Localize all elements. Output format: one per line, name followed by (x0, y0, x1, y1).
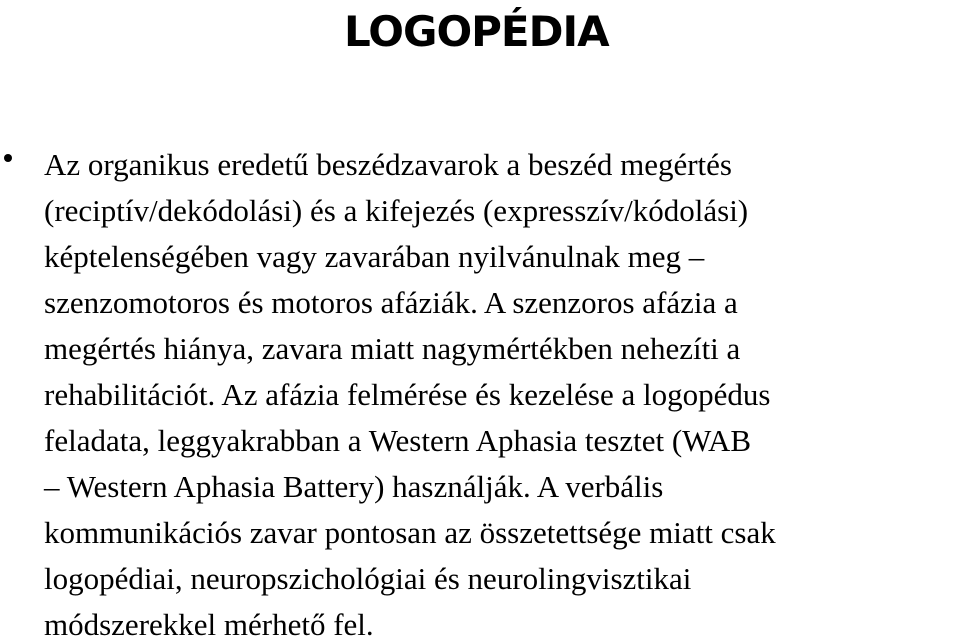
bullet-dot-icon (4, 154, 12, 162)
bullet-line: logopédiai, neuropszichológiai és neurolingvisztikai (44, 561, 692, 596)
bullet-line: (reciptív/dekódolási) és a kifejezés (expresszív/kódolási) (44, 193, 749, 228)
bullet-line: Az organikus eredetű beszédzavarok a beszéd megértés (44, 147, 732, 182)
bullet-line: – Western Aphasia Battery) használják. A verbális (44, 469, 664, 504)
bullet-line: feladata, leggyakrabban a Western Aphasia tesztet (WAB (44, 423, 752, 458)
bullet-line: képtelenségében vagy zavarában nyilvánulnak meg – (44, 239, 705, 274)
bullet-line: szenzomotoros és motoros afáziák. A szenzoros afázia a (44, 285, 738, 320)
slide-title: LOGOPÉDIA (344, 7, 609, 56)
bullet-paragraph (44, 142, 776, 643)
bullet-line: módszerekkel mérhető fel. (44, 607, 374, 642)
bullet-line: megértés hiánya, zavara miatt nagymértékben nehezíti a (44, 331, 741, 366)
bullet-line: kommunikációs zavar pontosan az összetettsége miatt csak (44, 515, 776, 550)
bullet-line: rehabilitációt. Az afázia felmérése és kezelése a logopédus (44, 377, 771, 412)
